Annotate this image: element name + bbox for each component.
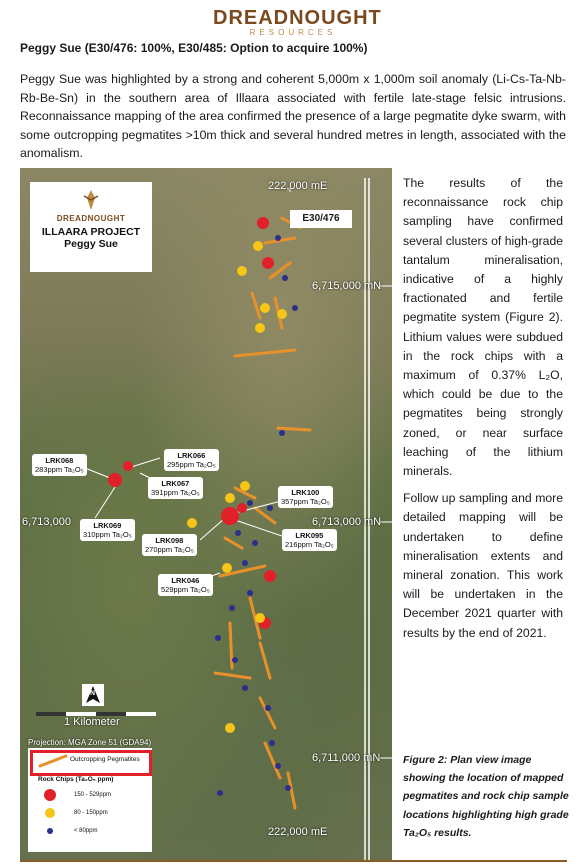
leader-line [200,518,225,540]
callout-id: LRK068 [45,456,74,465]
rock-chip-sample [240,481,250,491]
rock-chip-sample [269,740,275,746]
side-paragraph-1: The results of the reconnaissance rock chip sampling have confirmed several clusters of high-grade tantalum mineralisation, indicative of a highly fractionated and fertile pegmatite system (Figure 2). Lithium values were subdued in the rock chips with a maximum of 0.37% L₂O, which could be due to the pegmatites being strongly zoned, or near surface leaching of the lithium minerals. [403,176,563,479]
rock-chip-sample [285,785,291,791]
rock-chip-sample [277,309,287,319]
callout-lrk066 [164,449,219,471]
leader-line [95,484,117,518]
pegmatite [278,428,310,430]
rock-chip-sample [215,635,221,641]
callout-lrk069 [80,519,135,541]
pegmatite [260,698,275,728]
callout-lrk095 [282,529,337,551]
callout-id: LRK066 [177,451,206,460]
rock-chip-sample [282,275,288,281]
callout-id: LRK067 [161,479,190,488]
pegmatite [255,508,275,523]
rock-chip-sample [267,505,273,511]
figure-caption: Figure 2: Plan view image showing the location of mapped pegmatites and rock chip sample locations highlighting high grade Ta₂O₅ results. [403,754,569,839]
legend-low-label: < 80ppm [74,828,98,834]
map-location-title: Peggy Sue [64,238,118,250]
pegmatite [252,293,260,318]
north-label: N [90,690,96,697]
rock-chip-sample [242,685,248,691]
map-title-box [30,182,152,272]
rock-chip-sample [217,790,223,796]
callout-value: 216ppm Ta₂O₅ [285,540,334,549]
callout-id: LRK069 [93,521,122,530]
rock-chip-sample [292,305,298,311]
side-paragraph-2: Follow up sampling and more detailed mapping will be undertaken to define mineralisation extents and mineral zonation. This work will be undertaken in the December 2021 quarter with results by the end of 2021. [403,491,563,640]
company-logo [213,7,382,37]
rock-chip-sample [255,613,265,623]
northing-label-2b: 6,713,000 mN [312,516,382,528]
rock-chip-sample [255,323,265,333]
rock-chip-sample [242,560,248,566]
pegmatite-legend-symbol [38,754,68,768]
callout-value: 529ppm Ta₂O₅ [161,585,210,594]
rock-chip-sample [247,590,253,596]
rock-chip-sample [247,500,253,506]
callout-value: 270ppm Ta₂O₅ [145,545,194,554]
section-heading: Peggy Sue (E30/476: 100%, E30/485: Option to acquire 100%) [20,41,368,55]
rock-chip-sample [262,257,274,269]
northing-label-3: 6,711,000 mN [312,752,381,764]
callout-value: 391ppm Ta₂O₅ [151,488,200,497]
pegmatite [265,743,280,778]
rock-chip-sample [187,518,197,528]
callout-value: 283ppm Ta₂O₅ [35,465,84,474]
pegmatite [230,623,232,668]
callout-lrk098 [142,534,197,556]
pegmatite [235,350,295,356]
rock-chip-sample [237,503,247,513]
rock-chip-sample [260,303,270,313]
rock-chip-sample [252,540,258,546]
map-project-title: ILLAARA PROJECT [41,226,141,238]
callout-lrk100 [278,486,333,508]
footer-divider [20,860,567,862]
callout-id: LRK100 [291,488,320,497]
tenement-label: E30/476 [290,210,352,228]
callout-value: 357ppm Ta₂O₅ [281,497,330,506]
callout-lrk068 [32,454,87,476]
rock-chip-sample [237,266,247,276]
rock-chip-sample [253,241,263,251]
rock-chip-sample [222,563,232,573]
legend-high-label: 150 - 529ppm [74,792,112,798]
legend-mid-dot [45,808,55,818]
plan-view-map [20,168,392,860]
rock-chip-sample [221,507,239,525]
northing-label-1: 6,715,000 mN [312,280,382,292]
rock-chip-sample [257,217,269,229]
rock-chip-sample [108,473,122,487]
callout-lrk067 [148,477,203,499]
rock-chip-sample [279,430,285,436]
rock-chip-sample [229,605,235,611]
logo-wordmark: DREADNOUGHT [213,7,382,29]
rock-chip-sample [225,493,235,503]
callout-id: LRK095 [295,531,324,540]
scale-label: 1 Kilometer [64,716,120,728]
intro-paragraph: Peggy Sue was highlighted by a strong and coherent 5,000m x 1,000m soil anomaly (Li-Cs-Ta-Nb-Rb-Be-Sn) in the southern area of Illaara associated with fertile late-stage felsic intrusions. Reconnaissance mapping of the area confirmed the presence of a large pegmatite dyke swarm, with some outcropping pegmatites >10m thick and several hundred metres in length, associated with the anomalism. [20,72,566,161]
callout-id: LRK098 [155,536,184,545]
rock-chip-sample [232,657,238,663]
logo-subtitle: RESOURCES [249,28,337,37]
rock-chip-sample [235,530,241,536]
projection-label: Projection: MGA Zone 51 (GDA94) [28,738,152,747]
rock-chip-sample [225,723,235,733]
rock-chip-sample [123,461,133,471]
callout-value: 295ppm Ta₂O₅ [167,460,216,469]
legend-low-dot [47,828,53,834]
callout-value: 310ppm Ta₂O₅ [83,530,132,539]
legend-pegmatites-label: Outcropping Pegmatites [70,756,140,763]
rock-chip-sample [275,235,281,241]
legend-mid-label: 80 - 150ppm [74,810,108,816]
logo-emblem-icon [81,188,101,212]
easting-label-bottom: 222,000 mE [268,826,328,838]
easting-label-top: 222,000 mE [268,180,328,192]
north-arrow [82,684,104,706]
pegmatite [260,643,270,678]
map-legend [28,748,152,852]
pegmatite [215,673,250,678]
side-text [403,174,563,651]
callout-id: LRK046 [171,576,200,585]
rock-chip-sample [275,763,281,769]
legend-high-dot [44,789,56,801]
northing-label-2a: 6,713,000 [22,516,71,528]
pegmatite [225,538,242,548]
rock-chip-sample [265,705,271,711]
legend-rock-chips-title: Rock Chips (Ta₂O₅ ppm) [38,776,114,783]
rock-chip-sample [264,570,276,582]
callout-lrk046 [158,574,213,596]
map-brand: DREADNOUGHT [56,214,126,223]
rock-chip-high [108,217,276,629]
